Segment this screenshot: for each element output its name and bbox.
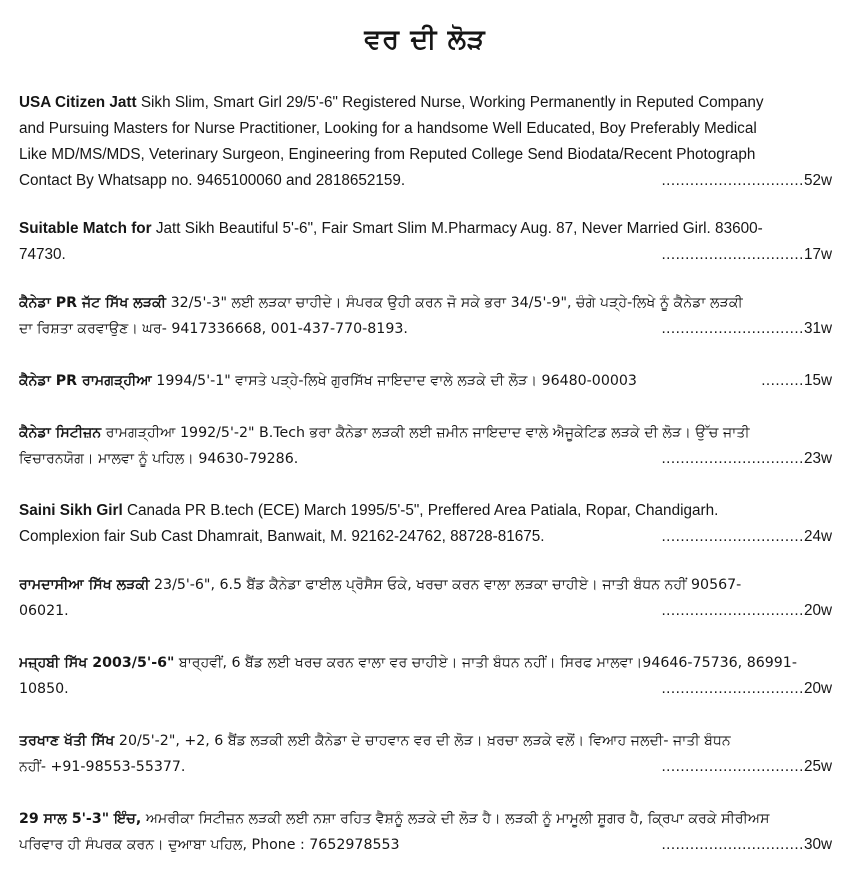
ad-body-text: ਪਰਿਵਾਰ ਹੀ ਸੰਪਰਕ ਕਰਨ। ਦੁਆਬਾ ਪਹਿਲ, Phone : 7652978553 xyxy=(19,837,400,853)
ad-line xyxy=(19,216,832,242)
ad-heading: ਕੈਨੇਡਾ PR ਰਾਮਗੜ੍ਹੀਆ xyxy=(19,373,152,389)
ad-line-text xyxy=(19,577,741,593)
ad-code-leader: ......... xyxy=(761,372,804,389)
ad-code-number: 20w xyxy=(803,602,832,619)
ad-code xyxy=(661,598,832,624)
ad-body-text: 74730. xyxy=(19,246,66,263)
ad-line-text xyxy=(19,94,764,111)
ad-body-text: 23/5'-6", 6.5 ਬੈਂਡ ਕੈਨੇਡਾ ਫਾਈਲ ਪ੍ਰੋਸੈਸ ਓਕੇ, ਖਰਚਾ ਕਰਨ ਵਾਲਾ ਲੜਕਾ ਚਾਹੀਏ। ਜਾਤੀ ਬੰਧਨ ਨਹੀਂ 90567- xyxy=(149,577,742,593)
ad-line-text xyxy=(19,368,637,394)
ad-body-text: 32/5'-3" ਲਈ ਲੜਕਾ ਚਾਹੀਦੇ। ਸੰਪਰਕ ਉਹੀ ਕਰਨ ਜੋ ਸਕੇ ਭਰਾ 34/5'-9", ਚੰਗੇ ਪੜ੍ਹੇ-ਲਿਖੇ ਨੂੰ ਕੈਨੇਡਾ ਲੜਕੀ xyxy=(166,295,743,311)
ad-line xyxy=(19,142,832,168)
ad-heading: ਰਾਮਦਾਸੀਆ ਸਿੱਖ ਲੜਕੀ xyxy=(19,577,150,593)
ad-code-number: 17w xyxy=(803,246,832,263)
ad-line-text xyxy=(19,754,185,780)
ad-line-text xyxy=(19,655,797,671)
ad-code-number: 31w xyxy=(803,320,832,337)
ad-code xyxy=(661,754,832,780)
ad-code-leader: .............................. xyxy=(661,172,804,189)
ad-line-text xyxy=(19,120,757,137)
page-title: ਵਰ ਦੀ ਲੋੜ xyxy=(364,24,486,55)
ad-body-text: Contact By Whatsapp no. 9465100060 and 2818652159. xyxy=(19,172,406,189)
ad-line xyxy=(19,806,832,832)
ad-body-text: ਵਿਚਾਰਨਯੋਗ। ਮਾਲਵਾ ਨੂੰ ਪਹਿਲ। 94630-79286. xyxy=(19,451,299,467)
ad-line xyxy=(19,676,832,702)
ad-body-text: Like MD/MS/MDS, Veterinary Surgeon, Engineering from Reputed College Send Biodata/Recent Photograph xyxy=(19,146,756,163)
ad-line xyxy=(19,316,832,342)
ad-line-text xyxy=(19,446,298,472)
ad-line xyxy=(19,832,832,858)
ad-line-text xyxy=(19,220,763,237)
ad-code xyxy=(661,242,832,268)
ad-heading: Suitable Match for xyxy=(19,220,152,237)
ad-entry xyxy=(19,650,832,702)
ad-line-text xyxy=(19,425,750,441)
ad-line xyxy=(19,420,832,446)
ad-entry xyxy=(19,806,832,858)
ad-code-leader: .............................. xyxy=(661,758,804,775)
ad-line xyxy=(19,572,832,598)
ad-body-text: Sikh Slim, Smart Girl 29/5'-6" Registered Nurse, Working Permanently in Reputed Company xyxy=(136,94,764,111)
ad-entry xyxy=(19,216,832,268)
ad-code-leader: .............................. xyxy=(661,320,804,337)
ad-body-text: Canada PR B.tech (ECE) March 1995/5'-5", Preffered Area Patiala, Ropar, Chandigarh. xyxy=(122,502,719,519)
ad-heading: ਕੈਨੇਡਾ ਸਿਟੀਜ਼ਨ xyxy=(19,425,102,441)
ad-line xyxy=(19,650,832,676)
ad-line-text xyxy=(19,733,731,749)
ad-entry xyxy=(19,368,832,394)
ad-body-text: 06021. xyxy=(19,603,69,619)
ad-line xyxy=(19,728,832,754)
ad-line xyxy=(19,446,832,472)
ad-body-text: and Pursuing Masters for Nurse Practitioner, Looking for a handsome Well Educated, Boy Preferably Medical xyxy=(19,120,757,137)
ad-line xyxy=(19,498,832,524)
ad-code-number: 24w xyxy=(803,528,832,545)
ad-entry xyxy=(19,290,832,342)
ad-line-text xyxy=(19,524,545,550)
ad-line-text xyxy=(19,168,405,194)
ad-code xyxy=(661,168,832,194)
ad-line-text xyxy=(19,146,755,163)
ad-code-number: 52w xyxy=(803,172,832,189)
ad-entry xyxy=(19,420,832,472)
ad-code-leader: .............................. xyxy=(661,450,804,467)
ad-line-text xyxy=(19,316,408,342)
ad-entry xyxy=(19,728,832,780)
ad-code-number: 30w xyxy=(803,836,832,853)
ad-line-text xyxy=(19,242,66,268)
ad-heading: 29 ਸਾਲ 5'-3" ਇੰਚ, xyxy=(19,811,142,827)
ad-code xyxy=(661,524,832,550)
ad-line xyxy=(19,90,832,116)
ad-line xyxy=(19,598,832,624)
ad-heading: ਤਰਖਾਣ ਖੱਤੀ ਸਿੱਖ xyxy=(19,733,115,749)
ad-line-text xyxy=(19,811,770,827)
ad-heading: ਕੈਨੇਡਾ PR ਜੱਟ ਸਿੱਖ ਲੜਕੀ xyxy=(19,295,167,311)
ad-entry xyxy=(19,498,832,550)
ad-line xyxy=(19,368,832,394)
ad-body-text: ਦਾ ਰਿਸ਼ਤਾ ਕਰਵਾਉਣ। ਘਰ- 9417336668, 001-437-770-8193. xyxy=(19,321,408,337)
ad-body-text: 10850. xyxy=(19,681,69,697)
ad-entry xyxy=(19,572,832,624)
ad-code-leader: .............................. xyxy=(661,680,804,697)
ad-line xyxy=(19,754,832,780)
ad-code-number: 20w xyxy=(803,680,832,697)
ad-line xyxy=(19,116,832,142)
ad-body-text: ਅਮਰੀਕਾ ਸਿਟੀਜ਼ਨ ਲੜਕੀ ਲਈ ਨਸ਼ਾ ਰਹਿਤ ਵੈਸ਼ਨੂੰ ਲੜਕੇ ਦੀ ਲੋੜ ਹੈ। ਲੜਕੀ ਨੂੰ ਮਾਮੂਲੀ ਸ਼ੂਗਰ ਹੈ, ਕ੍ਰਿਪਾ ਕਰਕੇ ਸੀਰੀਅਸ xyxy=(141,811,770,827)
ad-line xyxy=(19,524,832,550)
ad-code-number: 23w xyxy=(803,450,832,467)
ad-line-text xyxy=(19,676,69,702)
ad-line-text xyxy=(19,295,743,311)
ad-code xyxy=(761,368,832,394)
ad-code-leader: .............................. xyxy=(661,602,804,619)
ad-heading: Saini Sikh Girl xyxy=(19,502,123,519)
ad-heading: ਮਜ਼੍ਹਬੀ ਸਿੱਖ 2003/5'-6" xyxy=(19,655,175,671)
ad-body-text: ਬਾਰ੍ਹਵੀਂ, 6 ਬੈਂਡ ਲਈ ਖਰਚ ਕਰਨ ਵਾਲਾ ਵਰ ਚਾਹੀਏ। ਜਾਤੀ ਬੰਧਨ ਨਹੀਂ। ਸਿਰਫ ਮਾਲਵਾ।94646-75736, 86991- xyxy=(174,655,797,671)
ad-line xyxy=(19,242,832,268)
ad-line-text xyxy=(19,502,718,519)
ad-body-text: 20/5'-2", +2, 6 ਬੈਂਡ ਲੜਕੀ ਲਈ ਕੈਨੇਡਾ ਦੇ ਚਾਹਵਾਨ ਵਰ ਦੀ ਲੋੜ। ਖ਼ਰਚਾ ਲੜਕੇ ਵਲੋਂ। ਵਿਆਹ ਜਲਦੀ- ਜਾਤੀ ਬੰਧਨ xyxy=(114,733,731,749)
ad-body-text: Complexion fair Sub Cast Dhamrait, Banwait, M. 92162-24762, 88728-81675. xyxy=(19,528,545,545)
ad-code xyxy=(661,316,832,342)
ad-entry xyxy=(19,90,832,194)
ad-body-text: ਰਾਮਗੜ੍ਹੀਆ 1992/5'-2" B.Tech ਭਰਾ ਕੈਨੇਡਾ ਲੜਕੀ ਲਈ ਜ਼ਮੀਨ ਜਾਇਦਾਦ ਵਾਲੇ ਐਜੂਕੇਟਿਡ ਲੜਕੇ ਦੀ ਲੋੜ। ਉੱਚ ਜਾਤੀ xyxy=(101,425,750,441)
ad-code-leader: .............................. xyxy=(661,528,804,545)
ad-code xyxy=(661,676,832,702)
ad-line-text xyxy=(19,598,69,624)
ad-code-number: 15w xyxy=(803,372,832,389)
ad-code xyxy=(661,832,832,858)
ad-body-text: ਨਹੀਂ- +91-98553-55377. xyxy=(19,759,186,775)
ad-line xyxy=(19,290,832,316)
ad-heading: USA Citizen Jatt xyxy=(19,94,137,111)
ad-code-leader: .............................. xyxy=(661,836,804,853)
ad-code-leader: .............................. xyxy=(661,246,804,263)
ad-code-number: 25w xyxy=(803,758,832,775)
ad-body-text: Jatt Sikh Beautiful 5'-6", Fair Smart Slim M.Pharmacy Aug. 87, Never Married Girl. 83600- xyxy=(151,220,763,237)
ad-body-text: 1994/5'-1" ਵਾਸਤੇ ਪੜ੍ਹੇ-ਲਿਖੇ ਗੁਰਸਿੱਖ ਜਾਇਦਾਦ ਵਾਲੇ ਲੜਕੇ ਦੀ ਲੋੜ। 96480-00003 xyxy=(151,373,637,389)
ad-line-text xyxy=(19,832,400,858)
ad-line xyxy=(19,168,832,194)
ad-code xyxy=(661,446,832,472)
